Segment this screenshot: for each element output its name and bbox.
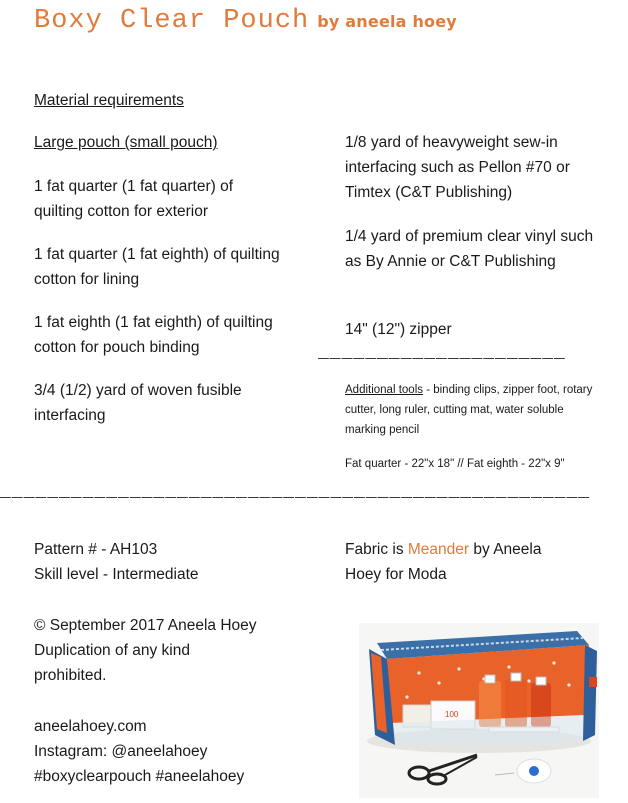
title-text: Boxy Clear Pouch [34,6,310,36]
material-item-vinyl: 1/4 yard of premium clear vinyl such as By Annie or C&T Publishing [345,228,594,270]
product-photo [359,623,599,798]
pouch-illustration [359,623,599,798]
hashtags: #boxyclearpouch #aneelahoey [34,768,245,785]
tools-text: - binding clips, zipper foot, rotary cutter, long ruler, cutting mat, water soluble marking pencil [345,384,593,436]
pouch-right-end [583,645,597,741]
skill-level: Skill level - Intermediate [34,566,199,583]
materials-subheading: Large pouch (small pouch) [34,134,218,151]
material-item-binding: 1 fat eighth (1 fat eighth) of quilting cotton for pouch binding [34,314,273,356]
fabric-name: Meander [407,541,470,558]
zipper-pull [589,677,597,687]
duplication-notice: Duplication of any kind prohibited. [34,642,190,684]
website-link[interactable]: aneelahoey.com [34,718,147,735]
additional-tools [345,380,607,440]
pattern-number: Pattern # - AH103 [34,541,158,558]
copyright: © September 2017 Aneela Hoey [34,617,257,634]
fat-sizes: Fat quarter - 22"x 18" // Fat eighth - 22"x 9" [345,458,565,470]
material-item-exterior: 1 fat quarter (1 fat quarter) of quilting cotton for exterior [34,178,234,220]
material-item-sew-in: 1/8 yard of heavyweight sew-in interfacing such as Pellon #70 or Timtex (C&T Publishing) [345,134,570,201]
materials-heading: Material requirements [34,92,184,109]
byline: by aneela hoey [317,12,457,31]
fabric-prefix: Fabric is [345,541,408,558]
short-divider: _____________________ [318,343,566,363]
page-title [34,6,457,36]
material-item-lining: 1 fat quarter (1 fat eighth) of quilting cotton for lining [34,246,280,288]
tools-label: Additional tools [345,384,423,396]
material-item-zipper: 14" (12") zipper [345,321,452,338]
thread-box-label: 100 [445,710,459,719]
fabric-suffix: by Aneela Hoey for Moda [345,541,542,583]
instagram-handle[interactable]: Instagram: @aneelahoey [34,743,208,760]
material-item-interfacing: 3/4 (1/2) yard of woven fusible interfacing [34,382,242,424]
fabric-credit [345,537,575,587]
long-divider: __________________________________________________ [0,482,591,502]
